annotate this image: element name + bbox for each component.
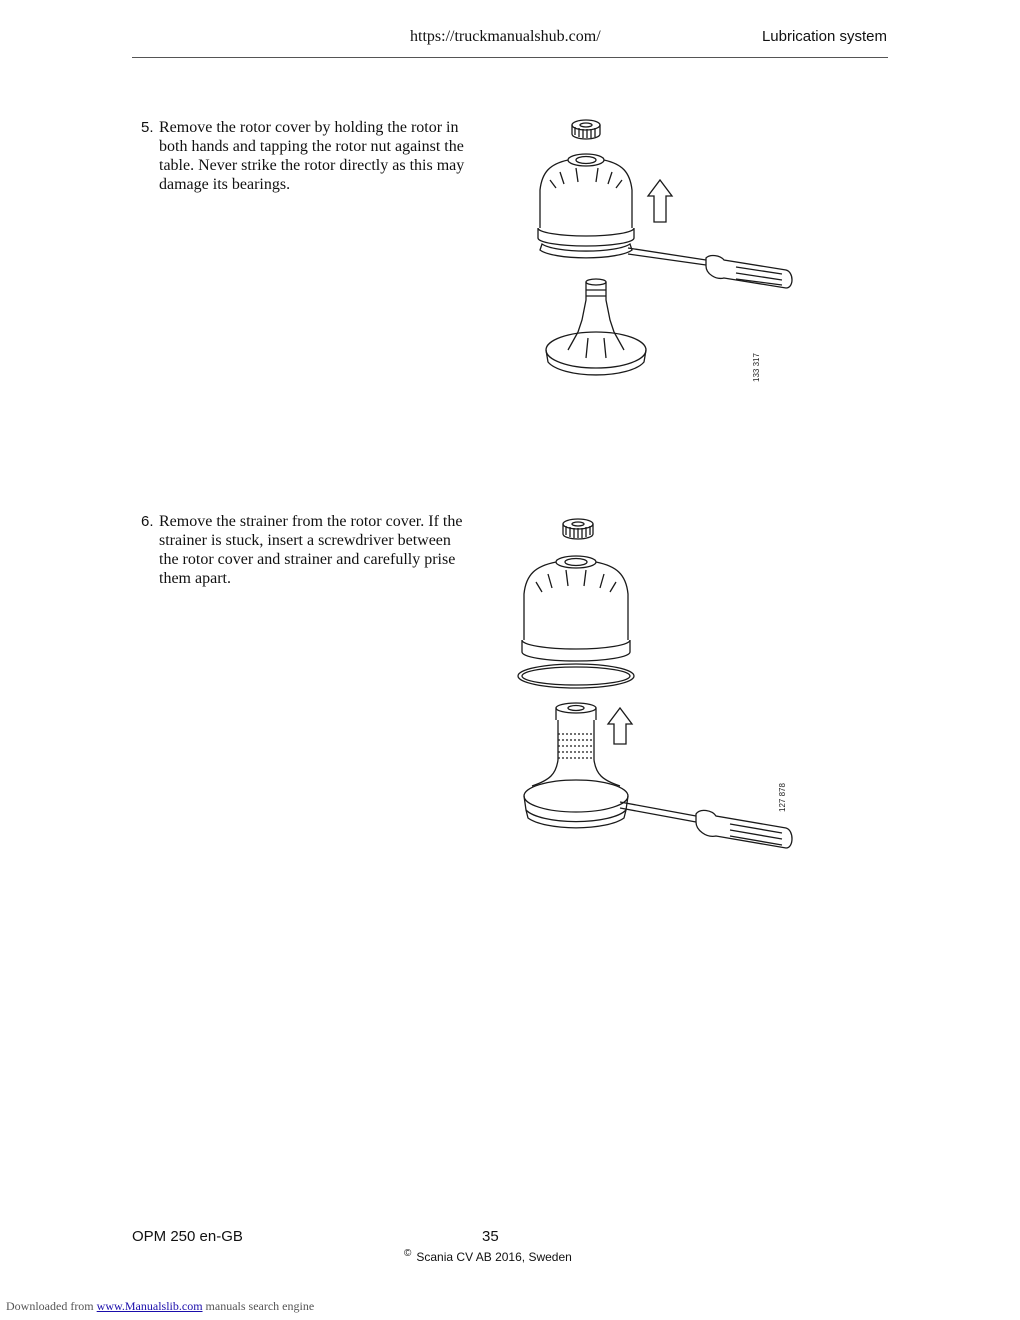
download-bar	[6, 1299, 314, 1314]
step-5	[141, 118, 471, 194]
rotor-cover-illustration	[520, 110, 810, 400]
rotor-base	[524, 780, 628, 828]
step-text: Remove the rotor cover by holding the rotor in both hands and tapping the rotor nut against the table. Never strike the rotor directly as this may damage its bearings.	[159, 119, 465, 193]
step-number: 5.	[141, 119, 154, 136]
strainer	[532, 703, 620, 786]
arrow-up-icon	[648, 180, 672, 222]
arrow-up-icon	[608, 708, 632, 744]
copyright-line	[404, 1248, 572, 1264]
screwdriver	[620, 802, 792, 848]
rotor-base	[546, 279, 646, 375]
figure-strainer-removal	[510, 512, 810, 857]
step-6	[141, 512, 471, 588]
rotor-nut	[563, 519, 593, 539]
header-divider	[132, 57, 888, 58]
step-text: Remove the strainer from the rotor cover. If the strainer is stuck, insert a screwdriver between the rotor cover and strainer and carefully prise them apart.	[159, 513, 463, 587]
document-id: OPM 250 en-GB	[132, 1228, 243, 1245]
copyright-text: Scania CV AB 2016, Sweden	[416, 1250, 572, 1264]
figure-rotor-cover-removal	[520, 110, 810, 400]
rotor-nut	[572, 120, 600, 139]
figure-reference: 127 878	[778, 783, 787, 812]
figure-reference: 133 317	[752, 353, 761, 382]
page-number: 35	[482, 1228, 499, 1245]
step-number: 6.	[141, 513, 154, 530]
download-suffix: manuals search engine	[205, 1299, 315, 1313]
rotor-cover	[538, 154, 634, 258]
strainer-illustration	[510, 512, 810, 857]
copyright-symbol: ©	[404, 1248, 412, 1259]
header-url-link[interactable]: https://truckmanualshub.com/	[410, 28, 601, 45]
manualslib-link[interactable]: www.Manualslib.com	[96, 1299, 203, 1313]
screwdriver	[628, 248, 792, 288]
rotor-cover	[522, 556, 630, 661]
download-prefix: Downloaded from	[6, 1299, 94, 1313]
section-title: Lubrication system	[761, 28, 887, 45]
o-ring-inner	[522, 667, 630, 685]
